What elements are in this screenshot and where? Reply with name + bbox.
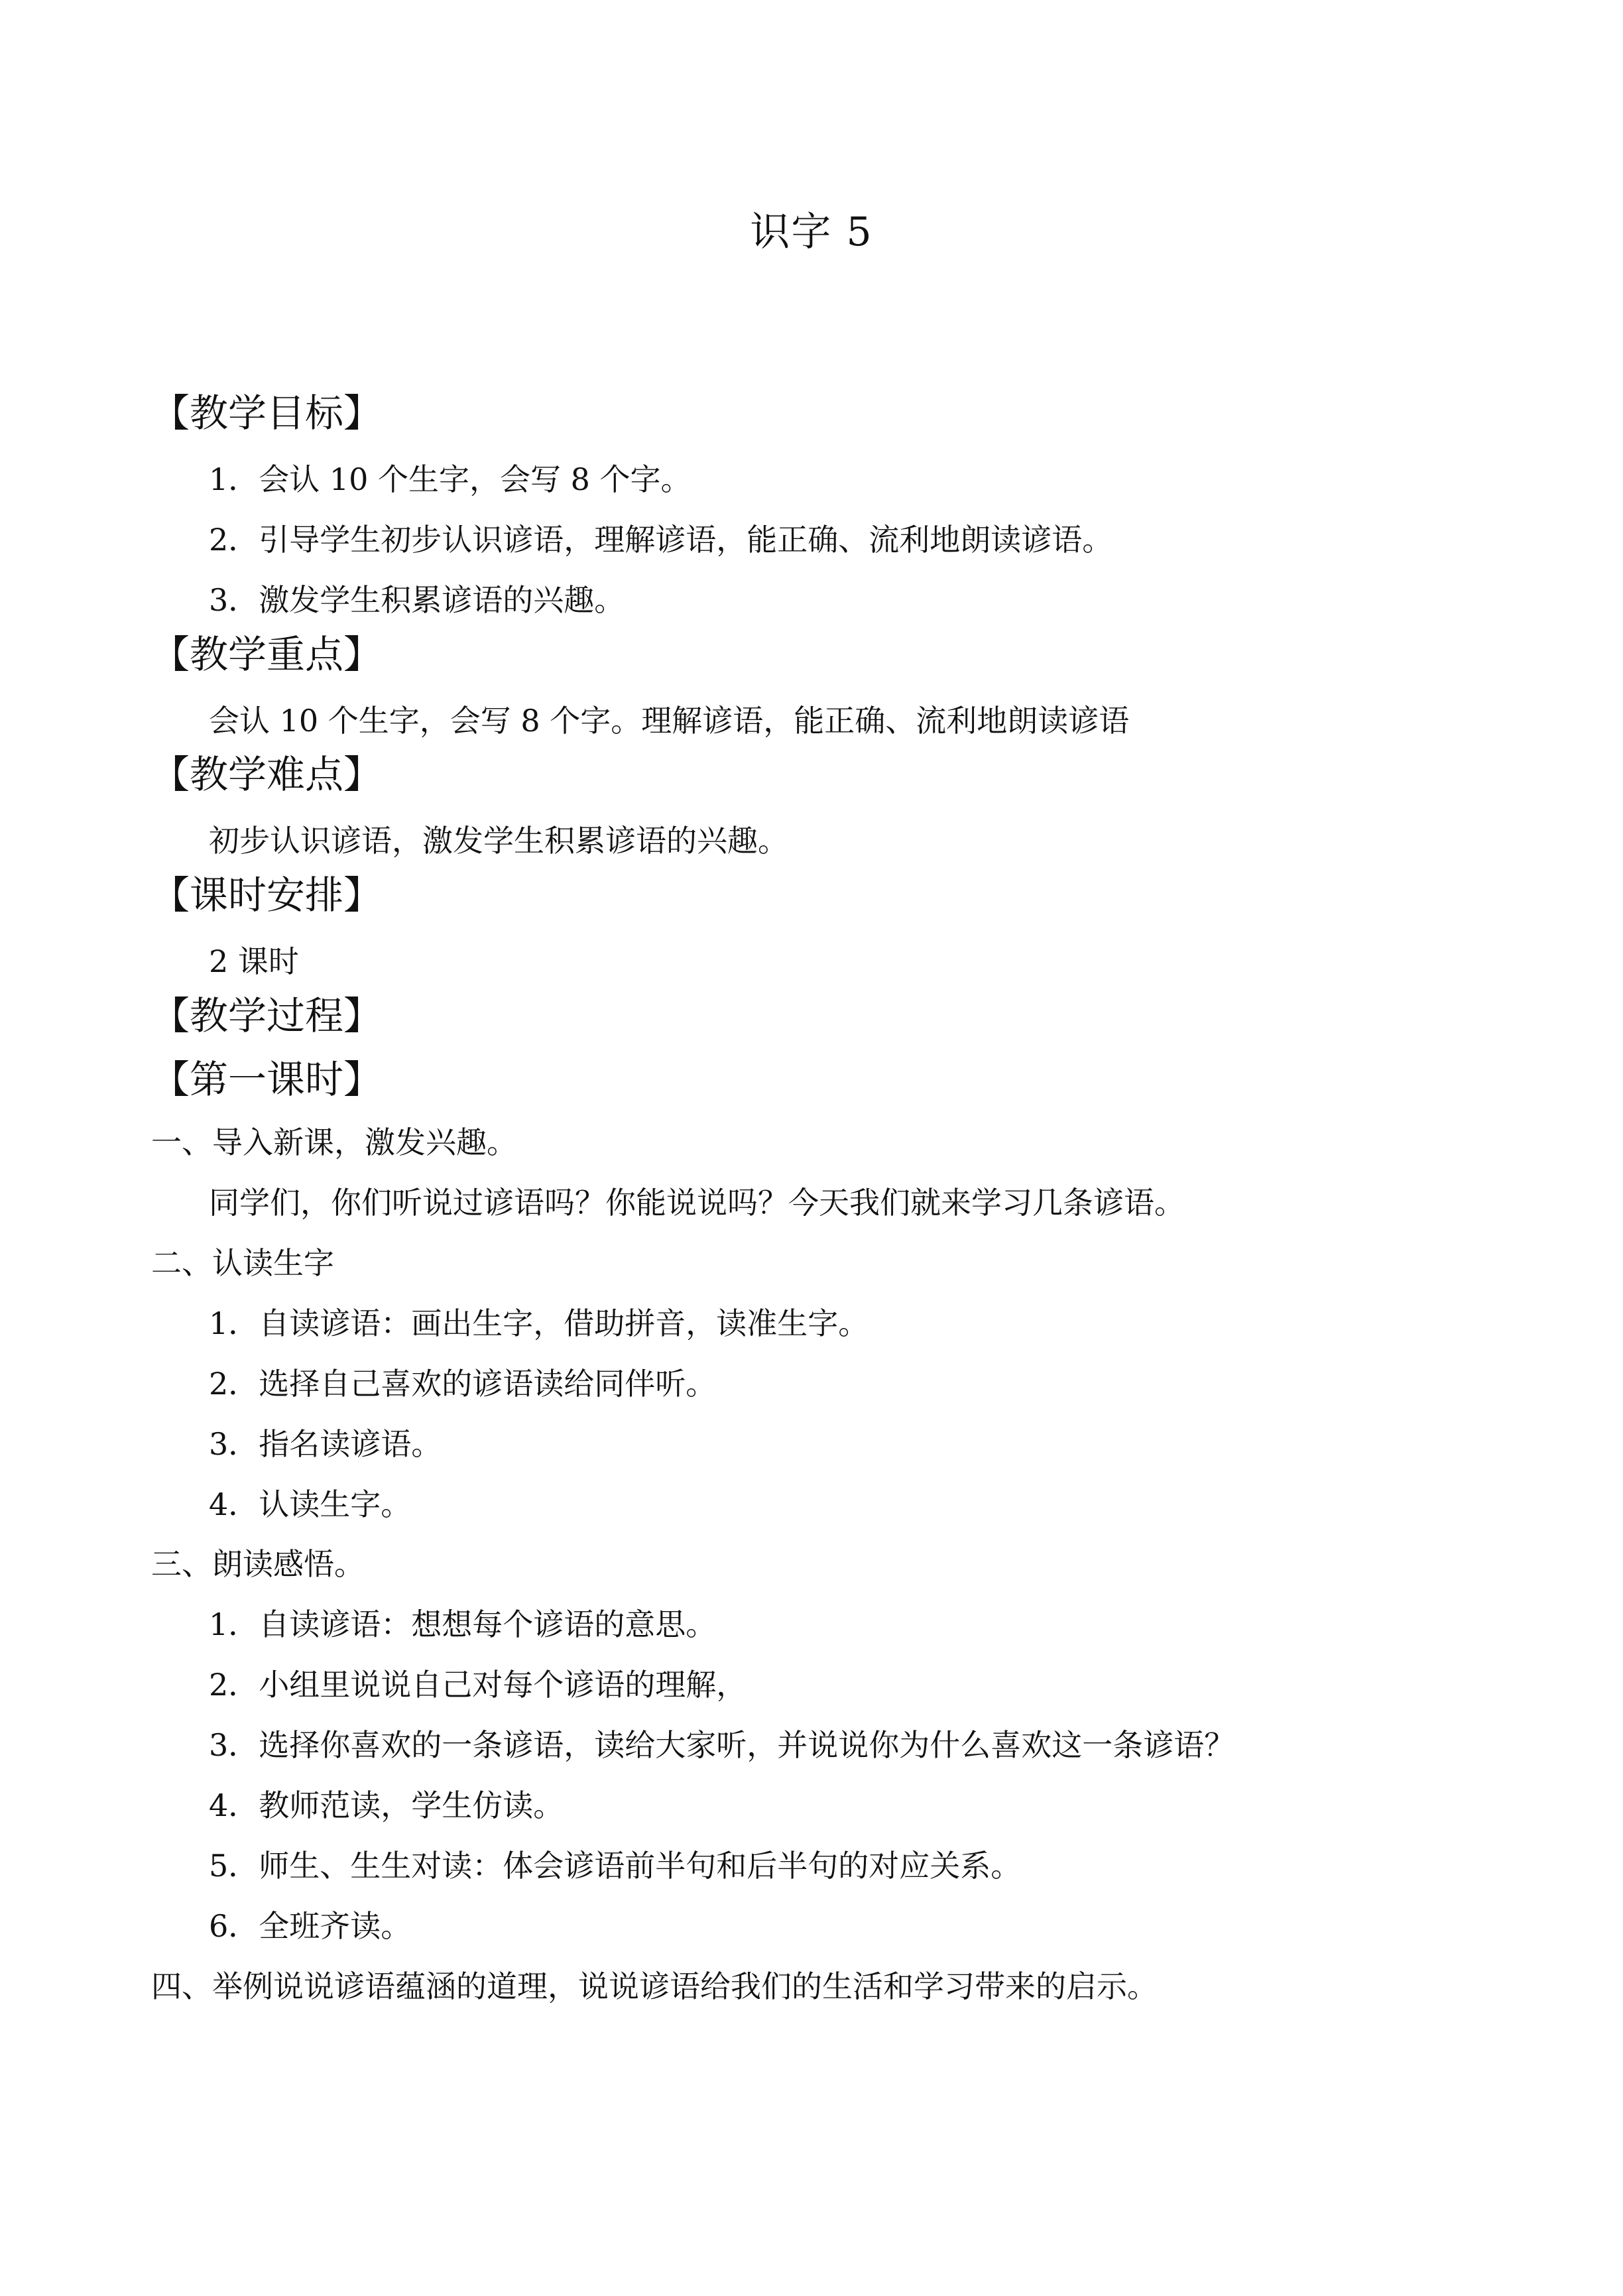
- section-3-item-1: 1．自读谚语：想想每个谚语的意思。: [209, 1606, 717, 1642]
- section-heading-3: 三、朗读感悟。: [151, 1546, 365, 1582]
- section-3-item-3: 3．选择你喜欢的一条谚语，读给大家听，并说说你为什么喜欢这一条谚语？: [209, 1727, 1235, 1763]
- section-heading-2: 二、认读生字: [151, 1245, 334, 1281]
- goal-item-1: 1．会认 10 个生字，会写 8 个字。: [209, 461, 691, 497]
- section-2-item-4: 4．认读生字。: [209, 1486, 412, 1522]
- section-3-item-2: 2．小组里说说自己对每个谚语的理解，: [209, 1667, 747, 1703]
- section-3-item-4: 4．教师范读，学生仿读。: [209, 1787, 564, 1823]
- schedule-text: 2 课时: [209, 943, 299, 979]
- heading-difficult-points: 【教学难点】: [151, 752, 383, 797]
- heading-teaching-process: 【教学过程】: [151, 993, 383, 1038]
- goal-item-2: 2．引导学生初步认识谚语，理解谚语，能正确、流利地朗读谚语。: [209, 522, 1113, 558]
- section-1-text: 同学们，你们听说过谚语吗？你能说说吗？今天我们就来学习几条谚语。: [209, 1185, 1185, 1221]
- difficult-points-text: 初步认识谚语，激发学生积累谚语的兴趣。: [209, 823, 788, 859]
- goal-item-3: 3．激发学生积累谚语的兴趣。: [209, 582, 625, 618]
- heading-first-lesson: 【第一课时】: [151, 1057, 383, 1102]
- section-2-item-1: 1．自读谚语：画出生字，借助拼音，读准生字。: [209, 1305, 869, 1341]
- section-2-item-2: 2．选择自己喜欢的谚语读给同伴听。: [209, 1366, 717, 1402]
- section-3-item-6: 6．全班齐读。: [209, 1908, 412, 1944]
- section-heading-1: 一、导入新课，激发兴趣。: [151, 1124, 517, 1160]
- heading-teaching-goals: 【教学目标】: [151, 391, 383, 436]
- heading-key-points: 【教学重点】: [151, 632, 383, 677]
- key-points-text: 会认 10 个生字，会写 8 个字。理解谚语，能正确、流利地朗读谚语: [209, 703, 1130, 739]
- section-2-item-3: 3．指名读谚语。: [209, 1426, 442, 1462]
- section-3-item-5: 5．师生、生生对读：体会谚语前半句和后半句的对应关系。: [209, 1848, 1022, 1884]
- document-title: 识字 5: [750, 209, 873, 255]
- heading-schedule: 【课时安排】: [151, 873, 383, 918]
- section-heading-4: 四、举例说说谚语蕴涵的道理，说说谚语给我们的生活和学习带来的启示。: [151, 1968, 1158, 2004]
